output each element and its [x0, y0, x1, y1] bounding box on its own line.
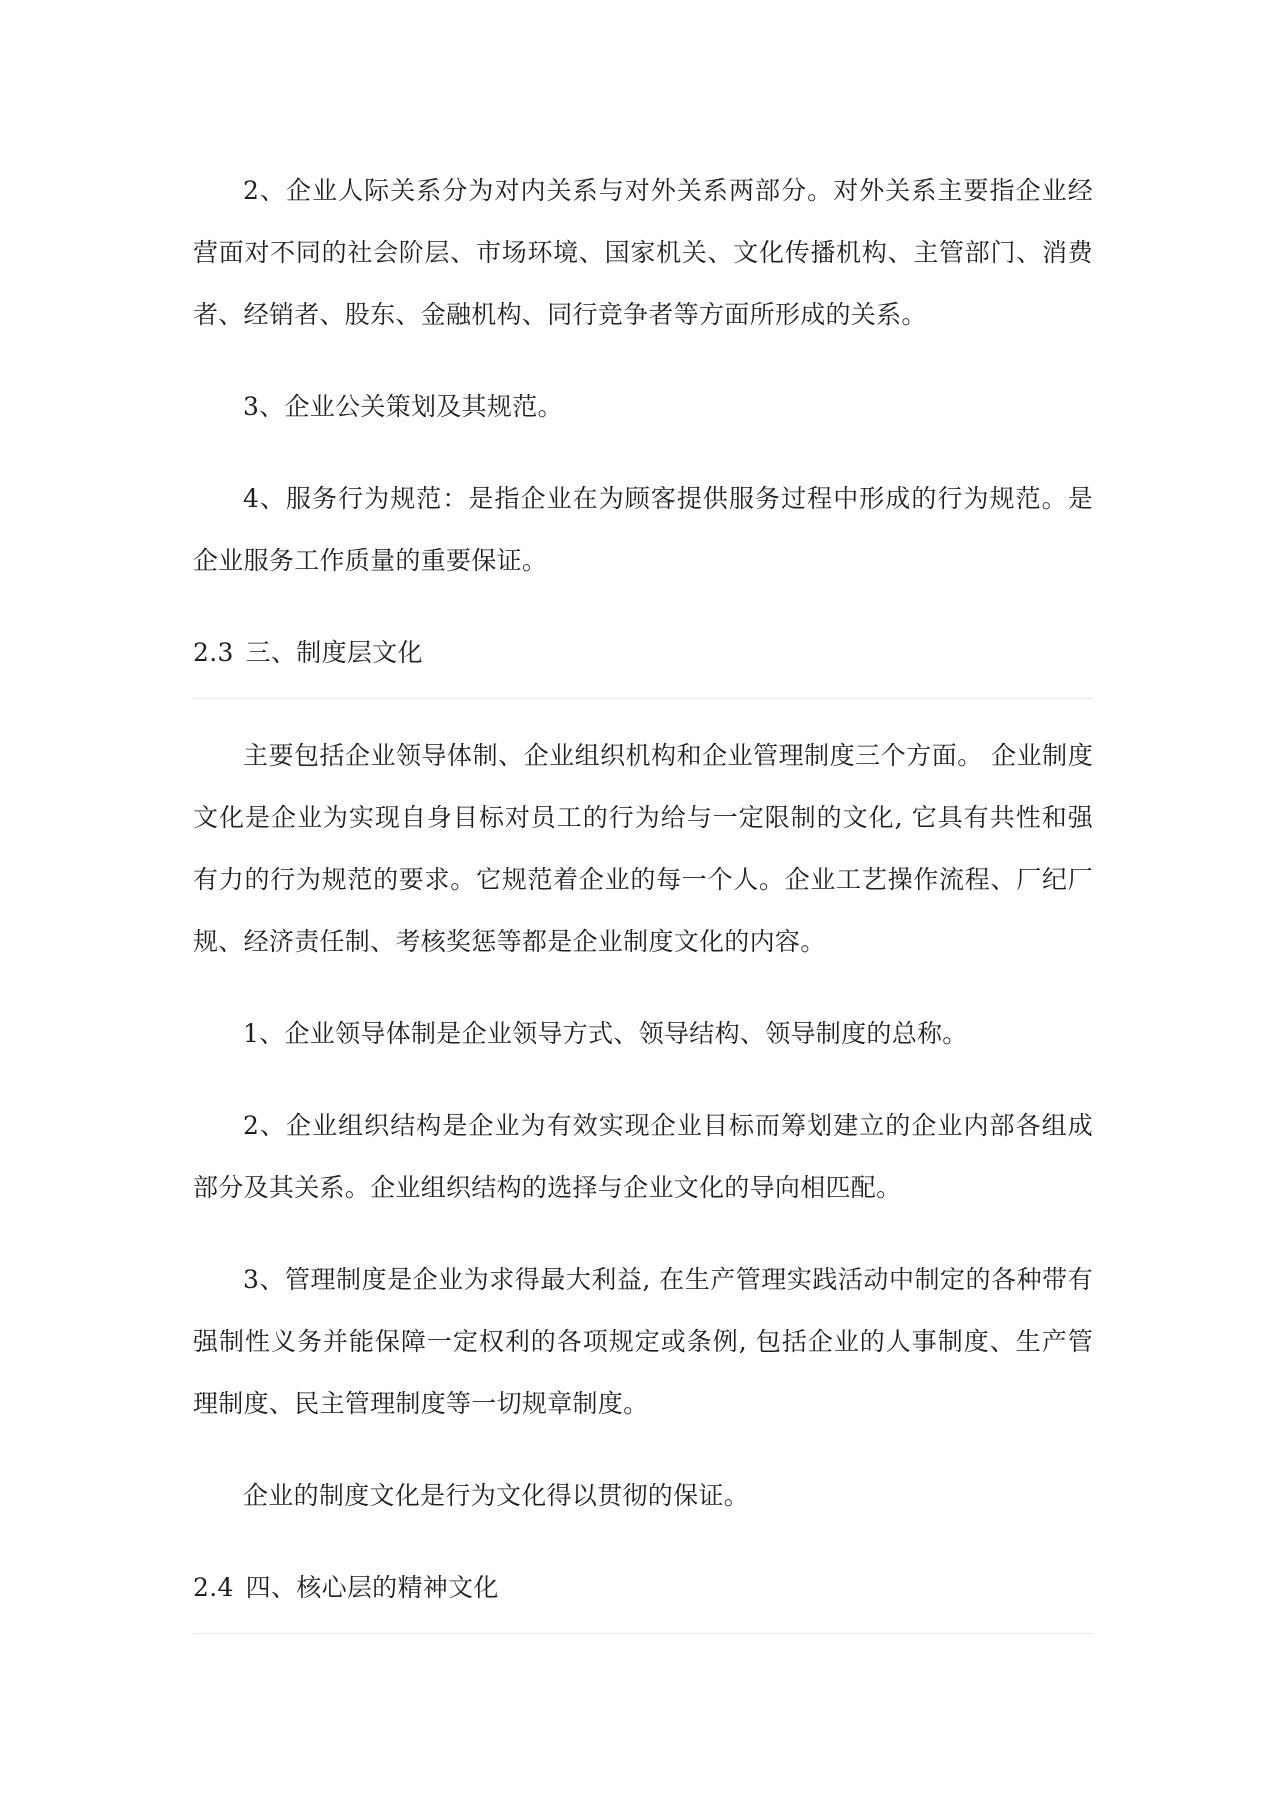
section-number: 2.3: [193, 638, 234, 667]
paragraph-system-culture-intro: 主要包括企业领导体制、企业组织机构和企业管理制度三个方面。 企业制度文化是企业为实现自身目标对员工的行为给与一定限制的文化, 它具有共性和强有力的行为规范的要求。它规范着企业的每一个人。企业工艺操作流程、厂纪厂规、经济责任制、考核奖惩等都是企业制度文化的内容。: [193, 741, 1093, 956]
paragraph-external-relations: 2、企业人际关系分为对内关系与对外关系两部分。对外关系主要指企业经营面对不同的社会阶层、市场环境、国家机关、文化传播机构、主管部门、消费者、经销者、股东、金融机构、同行竞争者等方面所形成的关系。: [193, 176, 1093, 329]
paragraph-system-culture-summary: 企业的制度文化是行为文化得以贯彻的保证。: [243, 1481, 750, 1510]
section-title: 三、制度层文化: [245, 638, 423, 667]
section-divider: [193, 698, 1093, 699]
paragraph-leadership-system: 1、企业领导体制是企业领导方式、领导结构、领导制度的总称。: [243, 1019, 968, 1048]
section-number: 2.4: [193, 1573, 234, 1602]
paragraph-organization-structure: 2、企业组织结构是企业为有效实现企业目标而筹划建立的企业内部各组成部分及其关系。企业组织结构的选择与企业文化的导向相匹配。: [193, 1111, 1093, 1202]
section-heading-2-3: [193, 622, 1093, 684]
section-divider: [193, 1633, 1093, 1634]
paragraph-pr-planning: 3、企业公关策划及其规范。: [243, 392, 563, 421]
paragraph-service-norms: 4、服务行为规范：是指企业在为顾客提供服务过程中形成的行为规范。是企业服务工作质量的重要保证。: [193, 484, 1093, 575]
section-heading-2-4: [193, 1557, 1093, 1619]
paragraph-management-system: 3、管理制度是企业为求得最大利益, 在生产管理实践活动中制定的各种带有强制性义务并能保障一定权利的各项规定或条例, 包括企业的人事制度、生产管理制度、民主管理制度等一切规章制度。: [193, 1265, 1093, 1418]
section-title: 四、核心层的精神文化: [245, 1573, 499, 1602]
document-content: [193, 160, 1093, 1660]
